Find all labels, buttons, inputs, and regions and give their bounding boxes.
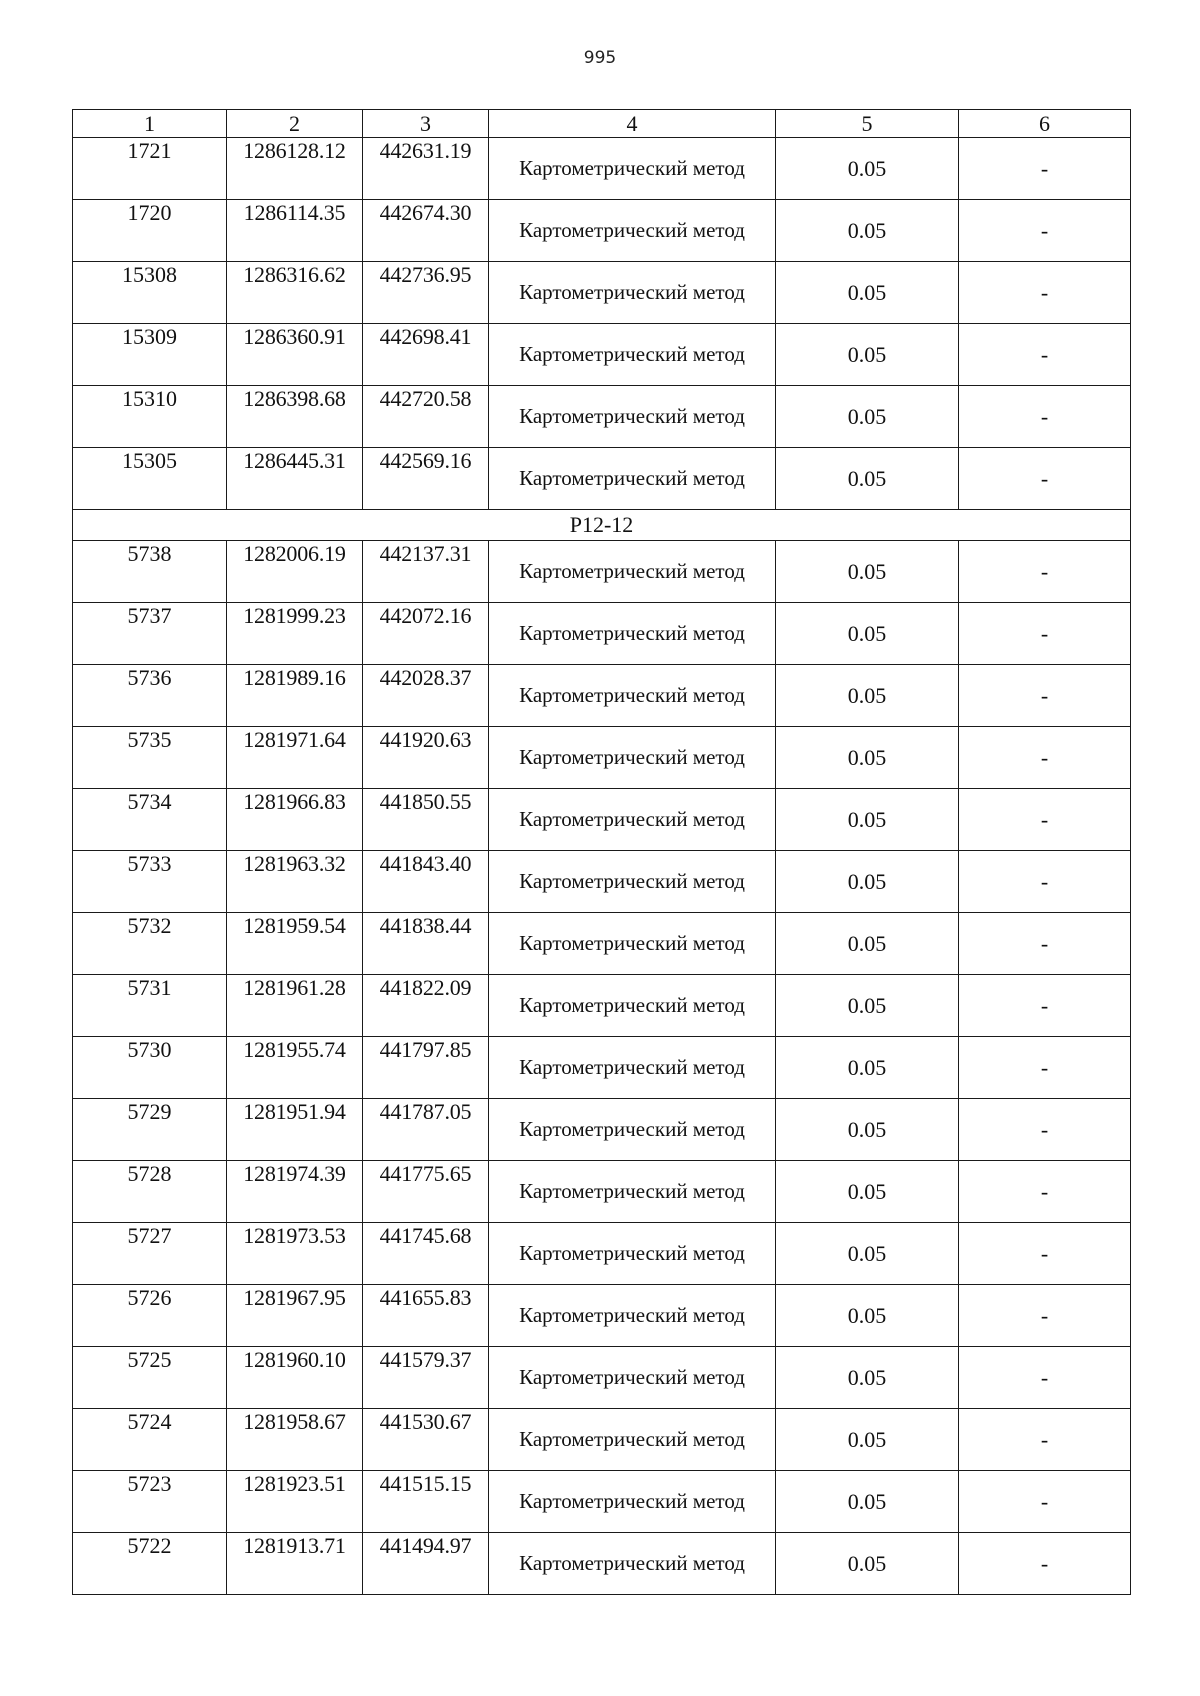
note-cell: - xyxy=(959,1099,1131,1161)
y-coordinate-cell: 442072.16 xyxy=(363,603,489,665)
method-cell: Картометрический метод xyxy=(489,1409,776,1471)
y-coordinate-cell: 441775.65 xyxy=(363,1161,489,1223)
note-cell: - xyxy=(959,1161,1131,1223)
x-coordinate-cell: 1286114.35 xyxy=(227,200,363,262)
table-row xyxy=(73,603,1131,665)
table-row xyxy=(73,851,1131,913)
method-cell: Картометрический метод xyxy=(489,448,776,510)
point-id-cell: 5734 xyxy=(73,789,227,851)
point-id-cell: 5735 xyxy=(73,727,227,789)
x-coordinate-cell: 1281923.51 xyxy=(227,1471,363,1533)
x-coordinate-cell: 1281999.23 xyxy=(227,603,363,665)
note-cell: - xyxy=(959,1533,1131,1595)
x-coordinate-cell: 1281989.16 xyxy=(227,665,363,727)
point-id-cell: 5722 xyxy=(73,1533,227,1595)
accuracy-cell: 0.05 xyxy=(776,1347,959,1409)
y-coordinate-cell: 441920.63 xyxy=(363,727,489,789)
point-id-cell: 5736 xyxy=(73,665,227,727)
table-row xyxy=(73,789,1131,851)
method-cell: Картометрический метод xyxy=(489,603,776,665)
accuracy-cell: 0.05 xyxy=(776,665,959,727)
method-cell: Картометрический метод xyxy=(489,1471,776,1533)
x-coordinate-cell: 1286398.68 xyxy=(227,386,363,448)
point-id-cell: 5723 xyxy=(73,1471,227,1533)
column-header-6: 6 xyxy=(959,110,1131,138)
table-body xyxy=(73,138,1131,1595)
accuracy-cell: 0.05 xyxy=(776,1223,959,1285)
y-coordinate-cell: 441850.55 xyxy=(363,789,489,851)
note-cell: - xyxy=(959,386,1131,448)
coordinates-table xyxy=(72,109,1131,1595)
note-cell: - xyxy=(959,1471,1131,1533)
point-id-cell: 5728 xyxy=(73,1161,227,1223)
accuracy-cell: 0.05 xyxy=(776,789,959,851)
note-cell: - xyxy=(959,541,1131,603)
note-cell: - xyxy=(959,448,1131,510)
y-coordinate-cell: 442736.95 xyxy=(363,262,489,324)
x-coordinate-cell: 1281967.95 xyxy=(227,1285,363,1347)
note-cell: - xyxy=(959,138,1131,200)
x-coordinate-cell: 1281958.67 xyxy=(227,1409,363,1471)
method-cell: Картометрический метод xyxy=(489,851,776,913)
table-row xyxy=(73,1099,1131,1161)
table-header-row xyxy=(73,110,1131,138)
y-coordinate-cell: 441530.67 xyxy=(363,1409,489,1471)
note-cell: - xyxy=(959,1285,1131,1347)
method-cell: Картометрический метод xyxy=(489,1285,776,1347)
note-cell: - xyxy=(959,789,1131,851)
table-row xyxy=(73,1037,1131,1099)
note-cell: - xyxy=(959,975,1131,1037)
table-row xyxy=(73,448,1131,510)
x-coordinate-cell: 1281966.83 xyxy=(227,789,363,851)
y-coordinate-cell: 442674.30 xyxy=(363,200,489,262)
table-row xyxy=(73,1285,1131,1347)
x-coordinate-cell: 1281963.32 xyxy=(227,851,363,913)
accuracy-cell: 0.05 xyxy=(776,200,959,262)
y-coordinate-cell: 441745.68 xyxy=(363,1223,489,1285)
accuracy-cell: 0.05 xyxy=(776,1285,959,1347)
accuracy-cell: 0.05 xyxy=(776,975,959,1037)
accuracy-cell: 0.05 xyxy=(776,262,959,324)
y-coordinate-cell: 441822.09 xyxy=(363,975,489,1037)
y-coordinate-cell: 442631.19 xyxy=(363,138,489,200)
point-id-cell: 5731 xyxy=(73,975,227,1037)
note-cell: - xyxy=(959,200,1131,262)
y-coordinate-cell: 441843.40 xyxy=(363,851,489,913)
point-id-cell: 5729 xyxy=(73,1099,227,1161)
x-coordinate-cell: 1286360.91 xyxy=(227,324,363,386)
y-coordinate-cell: 442698.41 xyxy=(363,324,489,386)
accuracy-cell: 0.05 xyxy=(776,913,959,975)
accuracy-cell: 0.05 xyxy=(776,851,959,913)
column-header-1: 1 xyxy=(73,110,227,138)
point-id-cell: 5738 xyxy=(73,541,227,603)
section-header-row xyxy=(73,510,1131,541)
y-coordinate-cell: 441655.83 xyxy=(363,1285,489,1347)
method-cell: Картометрический метод xyxy=(489,727,776,789)
x-coordinate-cell: 1281955.74 xyxy=(227,1037,363,1099)
note-cell: - xyxy=(959,1037,1131,1099)
point-id-cell: 5727 xyxy=(73,1223,227,1285)
x-coordinate-cell: 1281971.64 xyxy=(227,727,363,789)
y-coordinate-cell: 442137.31 xyxy=(363,541,489,603)
point-id-cell: 15305 xyxy=(73,448,227,510)
x-coordinate-cell: 1286445.31 xyxy=(227,448,363,510)
table-row xyxy=(73,1409,1131,1471)
note-cell: - xyxy=(959,665,1131,727)
method-cell: Картометрический метод xyxy=(489,1099,776,1161)
table-row xyxy=(73,386,1131,448)
method-cell: Картометрический метод xyxy=(489,789,776,851)
note-cell: - xyxy=(959,1223,1131,1285)
table-row xyxy=(73,1223,1131,1285)
note-cell: - xyxy=(959,1409,1131,1471)
y-coordinate-cell: 442720.58 xyxy=(363,386,489,448)
table-row xyxy=(73,913,1131,975)
note-cell: - xyxy=(959,1347,1131,1409)
method-cell: Картометрический метод xyxy=(489,262,776,324)
table-row xyxy=(73,1161,1131,1223)
accuracy-cell: 0.05 xyxy=(776,1161,959,1223)
note-cell: - xyxy=(959,603,1131,665)
table-row xyxy=(73,1533,1131,1595)
point-id-cell: 5733 xyxy=(73,851,227,913)
column-header-5: 5 xyxy=(776,110,959,138)
point-id-cell: 5732 xyxy=(73,913,227,975)
point-id-cell: 5726 xyxy=(73,1285,227,1347)
method-cell: Картометрический метод xyxy=(489,975,776,1037)
x-coordinate-cell: 1281951.94 xyxy=(227,1099,363,1161)
x-coordinate-cell: 1286316.62 xyxy=(227,262,363,324)
column-header-3: 3 xyxy=(363,110,489,138)
method-cell: Картометрический метод xyxy=(489,1347,776,1409)
accuracy-cell: 0.05 xyxy=(776,138,959,200)
table-row xyxy=(73,975,1131,1037)
accuracy-cell: 0.05 xyxy=(776,1471,959,1533)
method-cell: Картометрический метод xyxy=(489,1161,776,1223)
y-coordinate-cell: 441787.05 xyxy=(363,1099,489,1161)
method-cell: Картометрический метод xyxy=(489,324,776,386)
point-id-cell: 15309 xyxy=(73,324,227,386)
x-coordinate-cell: 1281961.28 xyxy=(227,975,363,1037)
y-coordinate-cell: 441579.37 xyxy=(363,1347,489,1409)
accuracy-cell: 0.05 xyxy=(776,603,959,665)
accuracy-cell: 0.05 xyxy=(776,1533,959,1595)
note-cell: - xyxy=(959,324,1131,386)
table-row xyxy=(73,262,1131,324)
note-cell: - xyxy=(959,262,1131,324)
accuracy-cell: 0.05 xyxy=(776,324,959,386)
page-number: 995 xyxy=(583,48,617,68)
point-id-cell: 5730 xyxy=(73,1037,227,1099)
method-cell: Картометрический метод xyxy=(489,1037,776,1099)
x-coordinate-cell: 1281913.71 xyxy=(227,1533,363,1595)
accuracy-cell: 0.05 xyxy=(776,1099,959,1161)
accuracy-cell: 0.05 xyxy=(776,1409,959,1471)
y-coordinate-cell: 442569.16 xyxy=(363,448,489,510)
method-cell: Картометрический метод xyxy=(489,138,776,200)
column-header-2: 2 xyxy=(227,110,363,138)
note-cell: - xyxy=(959,727,1131,789)
accuracy-cell: 0.05 xyxy=(776,1037,959,1099)
point-id-cell: 5724 xyxy=(73,1409,227,1471)
x-coordinate-cell: 1282006.19 xyxy=(227,541,363,603)
y-coordinate-cell: 441797.85 xyxy=(363,1037,489,1099)
table-row xyxy=(73,138,1131,200)
point-id-cell: 15308 xyxy=(73,262,227,324)
point-id-cell: 5725 xyxy=(73,1347,227,1409)
method-cell: Картометрический метод xyxy=(489,386,776,448)
point-id-cell: 5737 xyxy=(73,603,227,665)
table-row xyxy=(73,541,1131,603)
x-coordinate-cell: 1281959.54 xyxy=(227,913,363,975)
table-row xyxy=(73,324,1131,386)
method-cell: Картометрический метод xyxy=(489,1223,776,1285)
y-coordinate-cell: 441838.44 xyxy=(363,913,489,975)
note-cell: - xyxy=(959,913,1131,975)
column-header-4: 4 xyxy=(489,110,776,138)
point-id-cell: 1721 xyxy=(73,138,227,200)
x-coordinate-cell: 1281973.53 xyxy=(227,1223,363,1285)
table-row xyxy=(73,727,1131,789)
accuracy-cell: 0.05 xyxy=(776,727,959,789)
table-row xyxy=(73,200,1131,262)
method-cell: Картометрический метод xyxy=(489,541,776,603)
note-cell: - xyxy=(959,851,1131,913)
x-coordinate-cell: 1286128.12 xyxy=(227,138,363,200)
method-cell: Картометрический метод xyxy=(489,913,776,975)
method-cell: Картометрический метод xyxy=(489,1533,776,1595)
y-coordinate-cell: 441515.15 xyxy=(363,1471,489,1533)
method-cell: Картометрический метод xyxy=(489,665,776,727)
table-row xyxy=(73,1471,1131,1533)
y-coordinate-cell: 442028.37 xyxy=(363,665,489,727)
accuracy-cell: 0.05 xyxy=(776,541,959,603)
section-title: Р12-12 xyxy=(73,510,1131,541)
method-cell: Картометрический метод xyxy=(489,200,776,262)
accuracy-cell: 0.05 xyxy=(776,386,959,448)
table-row xyxy=(73,1347,1131,1409)
accuracy-cell: 0.05 xyxy=(776,448,959,510)
x-coordinate-cell: 1281960.10 xyxy=(227,1347,363,1409)
point-id-cell: 1720 xyxy=(73,200,227,262)
y-coordinate-cell: 441494.97 xyxy=(363,1533,489,1595)
table-row xyxy=(73,665,1131,727)
point-id-cell: 15310 xyxy=(73,386,227,448)
x-coordinate-cell: 1281974.39 xyxy=(227,1161,363,1223)
